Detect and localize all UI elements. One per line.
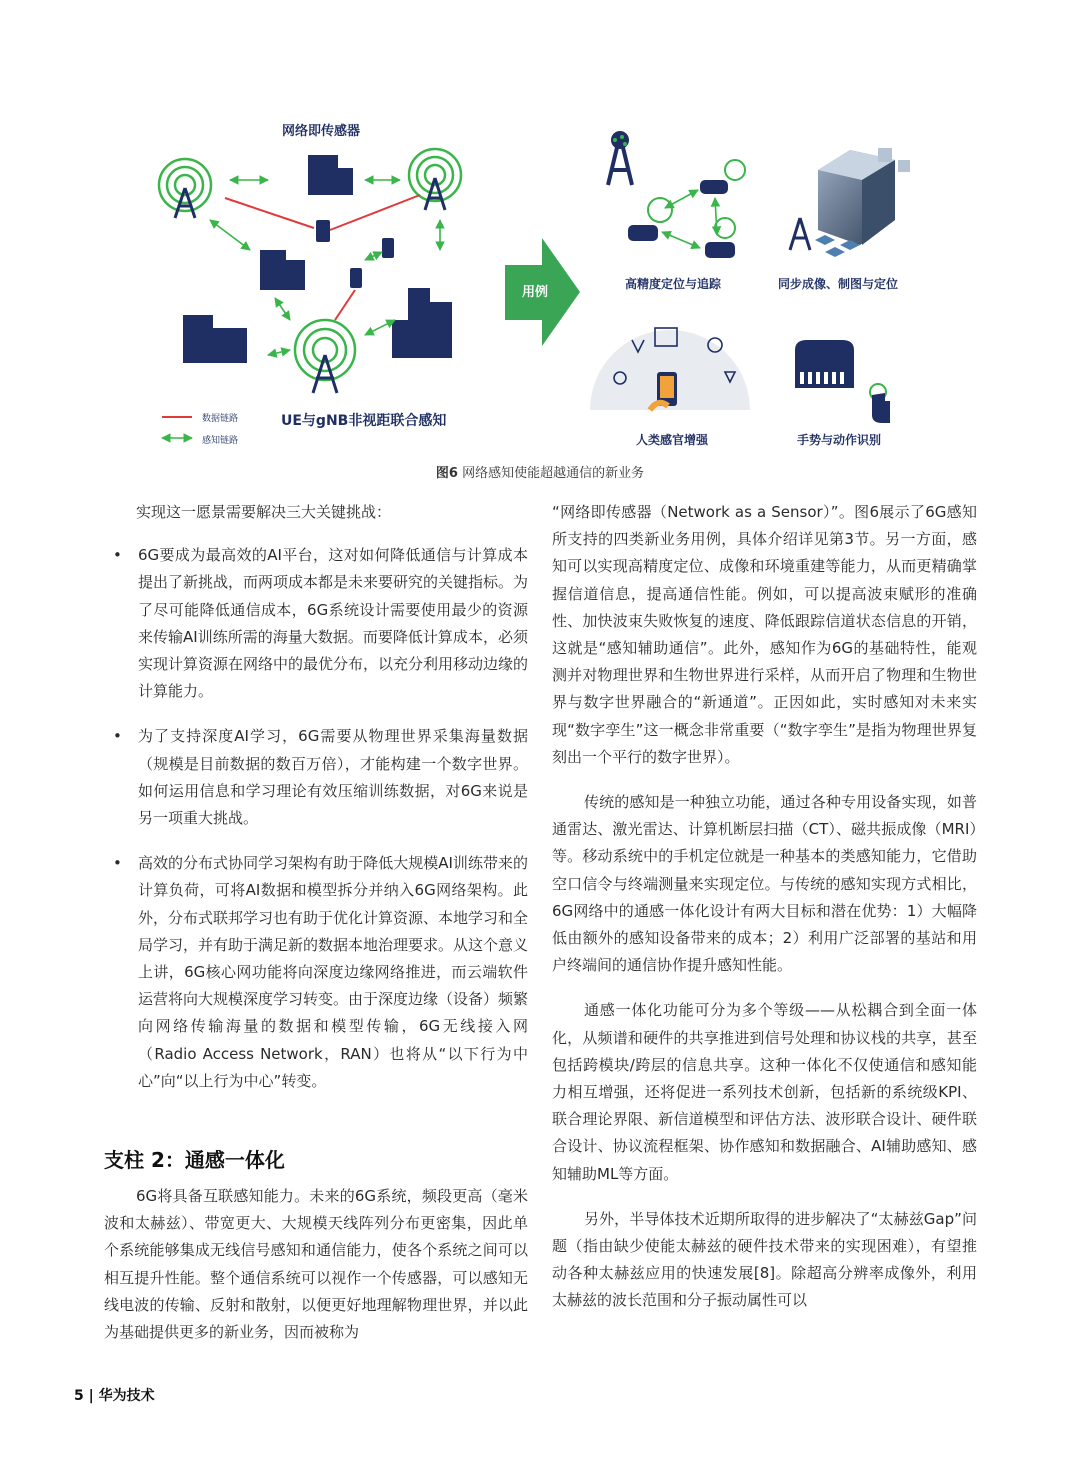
- phone-icon: [316, 220, 394, 288]
- paragraph: 传统的感知是一种独立功能，通过各种专用设备实现，如普通雷达、激光雷达、计算机断层扫描（CT）、磁共振成像（MRI）等。移动系统中的手机定位就是一种基本的类感知能力，它借助空口信令与终端测量来实现定位。与传统的感知实现方式相比，6G网络中的通感一体化设计有两大目标和潜在优势：1）大幅降低由额外的感知设备带来的成本；2）利用广泛部署的基站和用户终端间的通信协作提升感知性能。: [552, 793, 977, 975]
- usecase-positioning-label: 高精度定位与追踪: [625, 277, 722, 291]
- tower-icon: [409, 149, 461, 210]
- right-column: [552, 499, 977, 1315]
- bullet-item: [104, 850, 528, 1095]
- bullet-text: 高效的分布式协同学习架构有助于降低大规模AI训练带来的计算负荷，可将AI数据和模型拆分并纳入6G网络架构。此外，分布式联邦学习也有助于优化计算资源、本地学习和全局学习，并有助于满足新的数据本地治理要求。从这个意义上讲，6G核心网功能将向深度边缘网络推进，而云端软件运营将向大规模深度学习转变。由于深度边缘（设备）频繁向网络传输海量的数据和模型传输，6G无线接入网（Radio Access Network，RAN）也将从“以下行为中心”向“以上行为中心”转变。: [138, 854, 529, 1090]
- bullet-mark: •: [113, 727, 122, 746]
- imaging-illustration: [790, 148, 910, 257]
- usecase-gesture-label: 手势与动作识别: [797, 433, 882, 447]
- bullet-mark: •: [113, 546, 122, 565]
- legend-sense-label: 感知链路: [202, 436, 239, 446]
- publication-title: 华为技术: [98, 1388, 155, 1404]
- positioning-illustration: [608, 131, 745, 258]
- usecase-senses-label: 人类感官增强: [636, 433, 709, 447]
- building-icon: [392, 288, 452, 358]
- legend-data-label: 数据链路: [202, 414, 239, 424]
- tower-icon: [159, 159, 211, 218]
- footer-separator: |: [83, 1388, 99, 1404]
- bullet-text: 为了支持深度AI学习，6G需要从物理世界采集海量数据（规模是目前数据的数百万倍），才能构建一个数字世界。如何运用信息和学习理论有效压缩训练数据，对6G来说是另一项重大挑战。: [138, 727, 528, 828]
- caption-text: 网络感知使能超越通信的新业务: [457, 466, 645, 481]
- page-number: 5: [74, 1388, 84, 1404]
- human-senses-illustration: [590, 328, 750, 410]
- left-column-lower: [104, 1183, 528, 1346]
- intro-paragraph: 实现这一愿景需要解决三大关键挑战：: [136, 503, 392, 521]
- building-icon: [308, 155, 353, 195]
- paragraph: 另外，半导体技术近期所取得的进步解决了“太赫兹Gap”问题（指由缺少使能太赫兹的硬件技术带来的实现困难），有望推动各种太赫兹应用的快速发展[8]。除超高分辨率成像外，利用太赫兹的波长范围和分子振动属性可以: [552, 1209, 977, 1310]
- bullet-item: [104, 723, 528, 832]
- building-icon: [260, 250, 305, 290]
- figure-left-bottom-title: UE与gNB非视距联合感知: [281, 413, 447, 429]
- page-footer: [74, 1385, 155, 1405]
- paragraph: “网络即传感器（Network as a Sensor）”。图6展示了6G感知所支持的四类新业务用例，具体介绍详见第3节。另一方面，感知可以实现高精度定位、成像和环境重建等能力，从而更精确掌握信道信息，提高通信性能。例如，可以提高波束赋形的准确性、加快波束失败恢复的速度、降低跟踪信道状态信息的开销，这就是“感知辅助通信”。此外，感知作为6G的基础特性，能观测并对物理世界和生物世界进行采样，从而开启了物理和生物世界与数字世界融合的“新通道”。正因如此，实时感知对未来实现“数字孪生”这一概念非常重要（“数字孪生”是指为物理世界复刻出一个平行的数字世界）。: [552, 503, 977, 766]
- building-icon: [183, 315, 247, 363]
- arrow-label: 用例: [522, 285, 549, 300]
- section-heading: 支柱 2：通感一体化: [104, 1148, 285, 1172]
- tower-icon: [295, 320, 355, 393]
- bullet-mark: •: [113, 854, 122, 873]
- figure-caption: [0, 462, 1080, 481]
- gesture-illustration: [795, 340, 890, 423]
- bullet-text: 6G要成为最高效的AI平台，这对如何降低通信与计算成本提出了新挑战，而两项成本都是未来要研究的关键指标。为了尽可能降低通信成本，6G系统设计需要使用最少的资源来传输AI训练所需的海量大数据。而要降低计算成本，必须实现计算资源在网络中的最优分布，以充分利用移动边缘的计算能力。: [138, 546, 529, 701]
- figure-left-title: 网络即传感器: [282, 124, 361, 139]
- usecase-imaging-label: 同步成像、制图与定位: [778, 277, 899, 291]
- paragraph: 通感一体化功能可分为多个等级——从松耦合到全面一体化，从频谱和硬件的共享推进到信号处理和协议栈的共享，甚至包括跨模块/跨层的信息共享。这种一体化不仅使通信和感知能力相互增强，还将促进一系列技术创新，包括新的系统级KPI、联合理论界限、新信道模型和评估方法、波形联合设计、硬件联合设计、协议流程框架、协作感知和数据融合、AI辅助感知、感知辅助ML等方面。: [552, 1001, 977, 1183]
- caption-label: 图6: [435, 466, 458, 481]
- bullet-item: [104, 542, 528, 705]
- section-paragraph: 6G将具备互联感知能力。未来的6G系统，频段更高（毫米波和太赫兹）、带宽更大、大规模天线阵列分布更密集，因此单个系统能够集成无线信号感知和通信能力，使各个系统之间可以相互提升性能。整个通信系统可以视作一个传感器，可以感知无线电波的传输、反射和散射，以便更好地理解物理世界，并以此为基础提供更多的新业务，因而被称为: [104, 1187, 528, 1342]
- left-column: [104, 499, 528, 1095]
